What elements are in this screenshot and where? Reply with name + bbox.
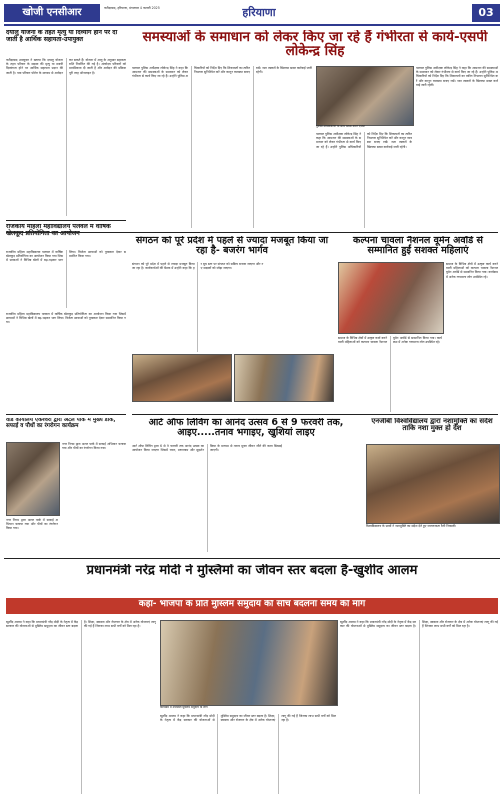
dateline: फरीदाबाद, हरियाणा, मंगलवार 4 फरवरी 2025 bbox=[104, 6, 160, 10]
headline-bajrang-bhargav: संगठन को पूरे प्रदेश में पहले से ज्यादा मजबूत किया जा रहा है- बजरंग भार्गव bbox=[135, 236, 329, 256]
section-title: हरियाणा bbox=[242, 6, 276, 19]
article-khurshid-body-mid: खुर्शीद आलम ने कहा कि प्रधानमंत्री नरेंद्र मोदी के नेतृत्व में केंद्र सरकार की योजनाओं से मुस्लिम समुदाय का जीवन स्तर बदला है। शिक्षा, स्वास्थ्य और रोजगार के क्षेत्र में अनेक योजनाएं लागू की गई हैं जिनका लाभ सभी वर्गों को मिल रहा है। bbox=[160, 714, 336, 723]
article-mahila-college-body: राजकीय महिला महाविद्यालय पलवल में वार्षिक खेलकूद प्रतियोगिता का आयोजन किया गया जिसमें छात्राओं ने विभिन्न खेलों में बढ़-चढ़कर भाग लिया। विजेता छात्राओं को पुरस्कार देकर सम्मानित किया गया। bbox=[6, 250, 126, 263]
divider bbox=[6, 220, 126, 221]
divider bbox=[132, 414, 498, 415]
ngb-rally-photo bbox=[366, 444, 500, 524]
divider bbox=[6, 414, 126, 415]
headline-atal-park: वार्ड कार्यालय एकेश्वरी द्वारा अटल पार्क में मुख्य डाक, सफाई व पौधों का रंगरोगन कार्यक्रम bbox=[6, 418, 116, 429]
article-sp-body-lower: पलवल पुलिस अधीक्षक लोकेन्द्र सिंह ने कहा कि आमजन की समस्याओं के समाधान को लेकर गंभीरता से कार्य किए जा रहे हैं। उन्होंने पुलिस अधिकारियों को निर्देश दिए कि शिकायतों का त्वरित निपटारा सुनिश्चित करें और कानून व्यवस्था बनाए रखें। नशा तस्करों के खिलाफ सख्त कार्रवाई जारी रहेगी। bbox=[316, 132, 412, 149]
party-meeting-photo-2 bbox=[234, 354, 334, 402]
award-ceremony-photo bbox=[338, 262, 444, 334]
article-dayalu-yojana-body: फरीदाबाद उपायुक्त ने बताया कि दयालु योजना के तहत परिवार के सदस्य की मृत्यु या स्थायी दिव्यांगता होने पर आर्थिक सहायता प्रदान की जाती है। पात्र परिवार पोर्टल के माध्यम से आवेदन कर सकते हैं। योजना में आयु के अनुसार सहायता राशि निर्धारित की गई है। अंत्योदय परिवारों को प्राथमिकता दी जाती है और आवेदन की प्रक्रिया पूरी तरह ऑनलाइन है। bbox=[6, 58, 126, 75]
article-khurshid-body-left: खुर्शीद आलम ने कहा कि प्रधानमंत्री नरेंद्र मोदी के नेतृत्व में केंद्र सरकार की योजनाओं से मुस्लिम समुदाय का जीवन स्तर बदला है। शिक्षा, स्वास्थ्य और रोजगार के क्षेत्र में अनेक योजनाएं लागू की गई हैं जिनका लाभ सभी वर्गों को मिल रहा है। bbox=[6, 620, 156, 629]
headline-kalpana-chawla-award: कल्पना चावला नैशनल वूमेन अवॉर्ड से सम्मानित हुईं सशक्त महिलाएं bbox=[353, 236, 483, 256]
article-atal-park-body: नगर निगम द्वारा अटल पार्क में सफाई अभियान चलाया गया और पौधों का रंगरोगन किया गया। bbox=[62, 442, 126, 451]
party-meeting-photo-1 bbox=[132, 354, 232, 402]
headline-khurshid-alam: प्रधानमंत्री नरेंद्र मोदी ने मुस्लिमों का जीवन स्तर बदला है-खुर्शीद आलम bbox=[86, 564, 418, 578]
article-ngb-body: विश्वविद्यालय के छात्रों ने नशामुक्ति का संदेश देते हुए जागरूकता रैली निकाली। bbox=[366, 524, 457, 528]
newspaper-logo: खोजी एनसीआर bbox=[4, 4, 100, 22]
article-atal-park-body-lower: नगर निगम द्वारा अटल पार्क में सफाई अभियान चलाया गया और पौधों का रंगरोगन किया गया। bbox=[6, 518, 58, 531]
khurshid-photo-caption: कार्यक्रम में उपस्थित मुस्लिम समुदाय के लोग bbox=[160, 706, 208, 709]
article-sp-body-right: पलवल पुलिस अधीक्षक लोकेन्द्र सिंह ने कहा कि आमजन की समस्याओं के समाधान को लेकर गंभीरता से कार्य किए जा रहे हैं। उन्होंने पुलिस अधिकारियों को निर्देश दिए कि शिकायतों का त्वरित निपटारा सुनिश्चित करें और कानून व्यवस्था बनाए रखें। नशा तस्करों के खिलाफ सख्त कार्रवाई जारी रहेगी। bbox=[416, 66, 498, 87]
divider bbox=[6, 232, 498, 233]
sp-photo-caption: पुलिस अधिकारियों के साथ बैठक करते एसपी bbox=[316, 125, 365, 128]
article-sp-body-left: पलवल पुलिस अधीक्षक लोकेन्द्र सिंह ने कहा कि आमजन की समस्याओं के समाधान को लेकर गंभीरता से कार्य किए जा रहे हैं। उन्होंने पुलिस अधिकारियों को निर्देश दिए कि शिकायतों का त्वरित निपटारा सुनिश्चित करें और कानून व्यवस्था बनाए रखें। नशा तस्करों के खिलाफ सख्त कार्रवाई जारी रहेगी। bbox=[132, 66, 312, 79]
headline-mahila-college: राजकीय महिला महाविद्यालय पलवल में वार्षिक खेलकूद प्रतियोगिता का आयोजन bbox=[6, 224, 111, 237]
article-bajrang-body: संगठन को पूरे प्रदेश में पहले से ज्यादा मजबूत किया जा रहा है। कार्यकर्ताओं की बैठक में उन्होंने कहा कि हर बूथ स्तर पर संगठन को सक्रिय बनाया जाएगा और नए सदस्यों को जोड़ा जाएगा। bbox=[132, 262, 264, 271]
headline-art-of-living: आर्ट ऑफ लिविंग का आनंद उत्सव 6 से 9 फरवरी तक, आइए.....तनाव भगाइए, खुशियां लाइए bbox=[148, 418, 344, 438]
khurshid-event-photo bbox=[160, 620, 338, 706]
divider bbox=[4, 558, 500, 559]
article-award-body-right: समाज के विभिन्न क्षेत्रों में उत्कृष्ट कार्य करने वाली महिलाओं को कल्पना चावला नैशनल वूमेन अवॉर्ड से सम्मानित किया गया। कार्यक्रम में अनेक गणमान्य लोग उपस्थित रहे। bbox=[446, 262, 498, 279]
atal-park-photo bbox=[6, 442, 60, 516]
article-art-of-living-body: आर्ट ऑफ लिविंग द्वारा 6 से 9 फरवरी तक आनंद उत्सव का आयोजन किया जाएगा जिसमें ध्यान, प्राणायाम और सुदर्शन क्रिया के माध्यम से तनाव मुक्त जीवन जीने की कला सिखाई जाएगी। bbox=[132, 444, 282, 453]
lead-headline-sp: समस्याओं के समाधान को लेकर किए जा रहे हैं गंभीरता से कार्य-एसपी लोकेन्द्र सिंह bbox=[142, 30, 488, 59]
article-award-body: समाज के विभिन्न क्षेत्रों में उत्कृष्ट कार्य करने वाली महिलाओं को कल्पना चावला नैशनल वूमेन अवॉर्ड से सम्मानित किया गया। कार्यक्रम में अनेक गणमान्य लोग उपस्थित रहे। bbox=[338, 336, 442, 345]
headline-ngb-university: एनजीबी विश्वविद्यालय द्वारा नशामुक्ति का संदेश ताकि नशा मुक्त हो देश bbox=[371, 418, 493, 433]
article-left-continued: राजकीय महिला महाविद्यालय पलवल में वार्षिक खेलकूद प्रतियोगिता का आयोजन किया गया जिसमें छात्राओं ने विभिन्न खेलों में बढ़-चढ़कर भाग लिया। विजेता छात्राओं को पुरस्कार देकर सम्मानित किया गया। bbox=[6, 312, 126, 325]
sp-meeting-photo bbox=[316, 66, 414, 126]
masthead bbox=[4, 4, 500, 26]
headline-dayalu-yojana: दयालु योजना के तहत मृत्यु या दिव्यांग होने पर दी जाती है आर्थिक सहायता-उपायुक्त bbox=[6, 30, 118, 43]
page-number: 03 bbox=[472, 4, 500, 22]
article-khurshid-body-right: खुर्शीद आलम ने कहा कि प्रधानमंत्री नरेंद्र मोदी के नेतृत्व में केंद्र सरकार की योजनाओं से मुस्लिम समुदाय का जीवन स्तर बदला है। शिक्षा, स्वास्थ्य और रोजगार के क्षेत्र में अनेक योजनाएं लागू की गई हैं जिनका लाभ सभी वर्गों को मिल रहा है। bbox=[340, 620, 498, 629]
subhead-khurshid-alam: कहा- भाजपा के प्रति मुस्लिम समुदाय की सोच बदलना समय की मांग bbox=[138, 600, 366, 609]
